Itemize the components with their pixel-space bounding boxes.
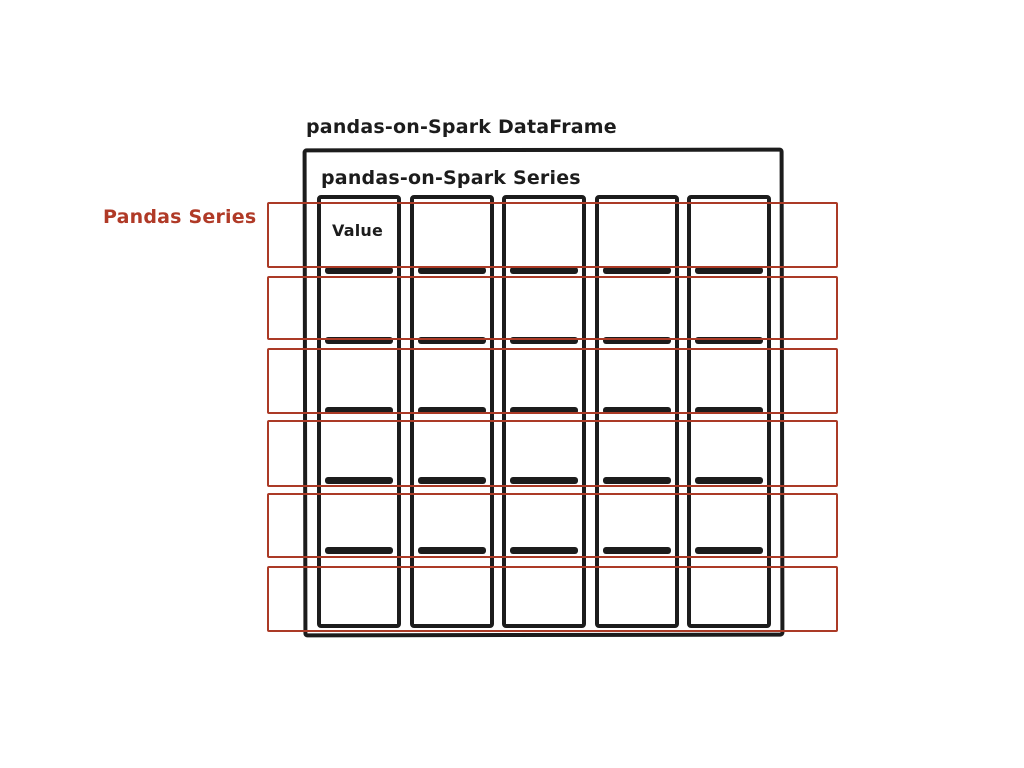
pandas-series-row	[267, 348, 838, 414]
pandas-series-row	[267, 566, 838, 632]
cell-divider-dash	[695, 267, 763, 274]
spark-series-label: pandas-on-Spark Series	[321, 167, 581, 189]
pandas-series-row	[267, 276, 838, 340]
pandas-series-label: Pandas Series	[103, 206, 257, 228]
dataframe-title: pandas-on-Spark DataFrame	[306, 116, 617, 138]
pandas-series-row	[267, 420, 838, 487]
pandas-series-row	[267, 493, 838, 558]
cell-divider-dash	[418, 267, 486, 274]
cell-divider-dash	[603, 267, 671, 274]
value-cell-label: Value	[332, 221, 384, 240]
cell-divider-dash	[510, 267, 578, 274]
cell-divider-dash	[325, 267, 393, 274]
